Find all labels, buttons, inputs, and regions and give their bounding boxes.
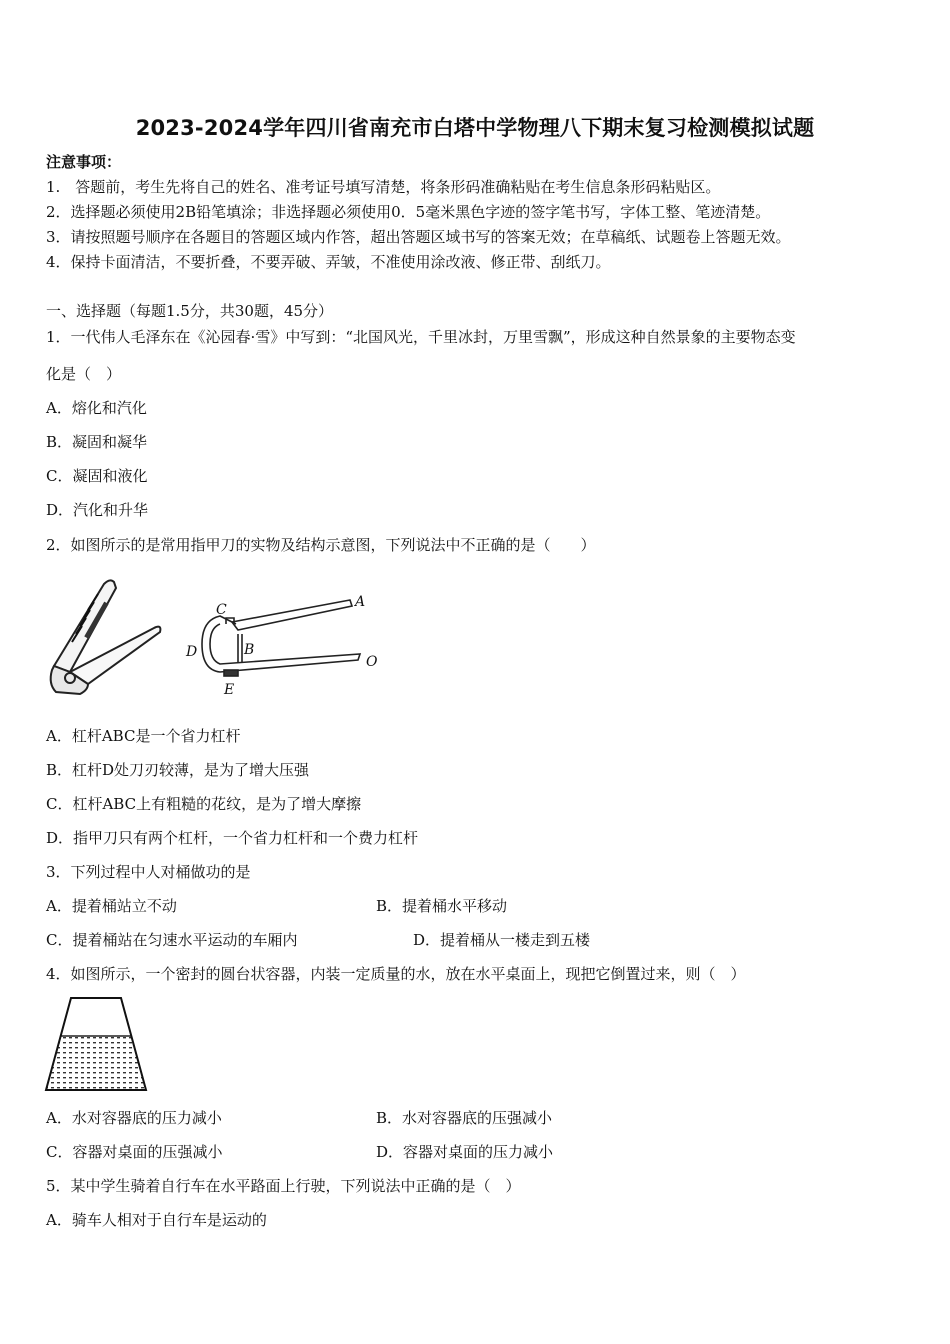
notice-heading: 注意事项： bbox=[46, 153, 122, 171]
question-2-option-a: A．杠杆ABC是一个省力杠杆 bbox=[46, 727, 241, 745]
notice-item-3: 3．请按照题号顺序在各题目的答题区域内作答，超出答题区域书写的答案无效；在草稿纸、试题卷上答题无效。 bbox=[46, 228, 791, 246]
notice-item-1: 1. 答题前，考生先将自己的姓名、准考证号填写清楚，将条形码准确粘贴在考生信息条形码粘贴区。 bbox=[46, 178, 721, 196]
question-1-stem: 1．一代伟人毛泽东在《沁园春·雪》中写到：“北国风光，千里冰封，万里雪飘”，形成这种自然景象的主要物态变 bbox=[46, 328, 796, 346]
question-2-option-b: B．杠杆D处刀刃较薄，是为了增大压强 bbox=[46, 761, 310, 779]
question-5-stem: 5．某中学生骑着自行车在水平路面上行驶，下列说法中正确的是（ ） bbox=[46, 1177, 521, 1195]
section-heading: 一、选择题（每题1.5分，共30题，45分） bbox=[46, 302, 334, 320]
question-4-option-d: D．容器对桌面的压力减小 bbox=[376, 1143, 554, 1161]
question-2-stem: 2．如图所示的是常用指甲刀的实物及结构示意图，下列说法中不正确的是（ ） bbox=[46, 536, 596, 554]
question-2-option-c: C．杠杆ABC上有粗糙的花纹，是为了增大摩擦 bbox=[46, 795, 362, 813]
notice-item-4: 4．保持卡面清洁，不要折叠，不要弄破、弄皱，不准使用涂改液、修正带、刮纸刀。 bbox=[46, 253, 611, 271]
diagram-label-a: A bbox=[355, 594, 366, 610]
diagram-label-d: D bbox=[186, 644, 198, 660]
question-1-option-b: B．凝固和凝华 bbox=[46, 433, 148, 451]
notice-item-2: 2．选择题必须使用2B铅笔填涂；非选择题必须使用0．5毫米黑色字迹的签字笔书写，字体工整、笔迹清楚。 bbox=[46, 203, 771, 221]
page-title: 2023-2024学年四川省南充市白塔中学物理八下期末复习检测模拟试题 bbox=[135, 116, 815, 140]
question-1-option-a: A．熔化和汽化 bbox=[46, 399, 147, 417]
question-4-option-b: B．水对容器底的压强减小 bbox=[376, 1109, 553, 1127]
question-4-option-c: C．容器对桌面的压强减小 bbox=[46, 1143, 223, 1161]
question-3-option-d: D．提着桶从一楼走到五楼 bbox=[413, 931, 591, 949]
frustum-container-figure bbox=[44, 996, 150, 1094]
question-1-option-c: C．凝固和液化 bbox=[46, 467, 148, 485]
question-1-option-d: D．汽化和升华 bbox=[46, 501, 149, 519]
diagram-label-o: O bbox=[366, 654, 378, 670]
diagram-label-b: B bbox=[244, 642, 255, 658]
question-3-option-c: C．提着桶站在匀速水平运动的车厢内 bbox=[46, 931, 298, 949]
question-3-option-b: B．提着桶水平移动 bbox=[376, 897, 508, 915]
diagram-label-e: E bbox=[224, 682, 235, 698]
question-1-stem-cont: 化是（ ） bbox=[46, 365, 122, 383]
question-2-option-d: D．指甲刀只有两个杠杆，一个省力杠杆和一个费力杠杆 bbox=[46, 829, 419, 847]
nail-clipper-photo bbox=[44, 574, 174, 702]
question-4-stem: 4．如图所示，一个密封的圆台状容器，内装一定质量的水，放在水平桌面上，现把它倒置过来，则（ ） bbox=[46, 965, 746, 983]
diagram-label-c: C bbox=[216, 602, 227, 618]
question-3-stem: 3．下列过程中人对桶做功的是 bbox=[46, 863, 251, 881]
question-4-option-a: A．水对容器底的压力减小 bbox=[46, 1109, 222, 1127]
question-3-option-a: A．提着桶站立不动 bbox=[46, 897, 177, 915]
nail-clipper-diagram bbox=[180, 594, 380, 702]
question-5-option-a: A．骑车人相对于自行车是运动的 bbox=[46, 1211, 267, 1229]
